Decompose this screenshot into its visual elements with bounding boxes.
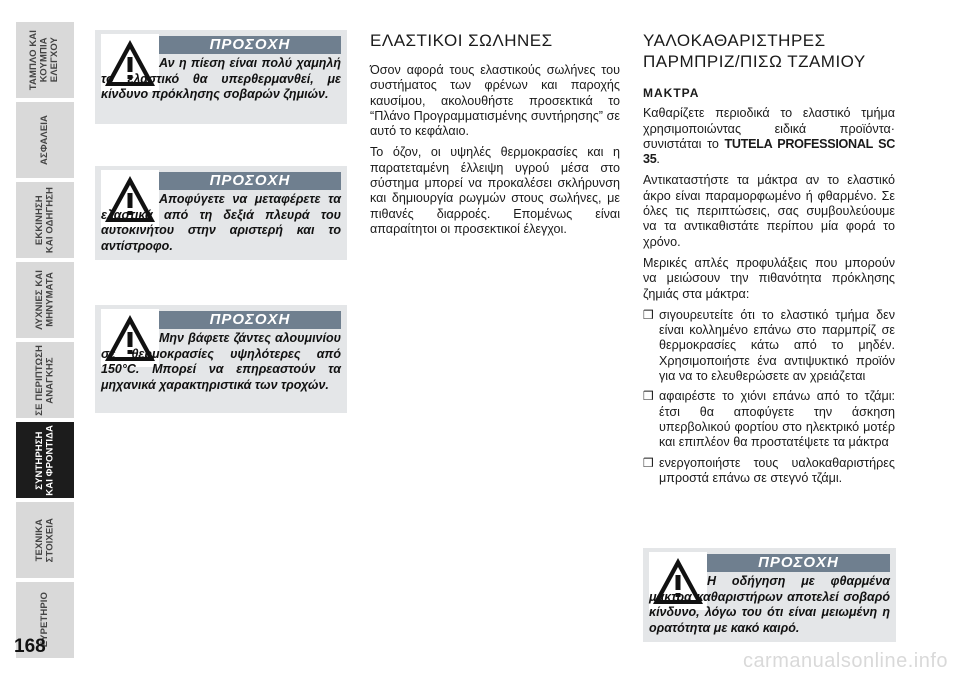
warning-box <box>95 30 347 124</box>
wipers-paragraph: Αντικαταστήστε τα μάκτρα αν το ελαστικό άκρο είναι παραμορφωμένο ή φθαρμένο. Σε όλες τις περιπτώσεις, σας συμβουλεύουμε να τα αντικαθιστάτε περίπου μία φορά το χρόνο. <box>643 173 895 249</box>
list-item-text: αφαιρέστε το χιόνι επάνω από το τζάμι: έτσι θα αποφύγετε την άσκηση υπερβολικού φορτίου στο ηλεκτρικό μοτέρ και επιπλέον θα προστατέψετε τα μάκτρα <box>659 389 895 450</box>
warning-box <box>95 305 347 413</box>
wipers-section <box>643 30 895 491</box>
wipers-subtitle: ΜΑΚΤΡΑ <box>643 86 700 100</box>
warning-text: Αν η πίεση είναι πολύ χαμηλή το ελαστικό θα υπερθερμανθεί, με κίνδυνο πρόκλησης σοβαρών ζημιών. <box>101 56 341 101</box>
tab-emergency[interactable] <box>16 342 74 418</box>
page-number: 168 <box>14 636 46 657</box>
watermark: carmanualsonline.info <box>742 650 948 672</box>
warning-heading: ΠΡΟΣΟΧΗ <box>159 172 341 190</box>
tab-label: ΣΕ ΠΕΡΙΠΤΩΣΗ ΑΝΑΓΚΗΣ <box>33 344 55 416</box>
warning-box <box>95 166 347 260</box>
tab-label: ΣΥΝΤΗΡΗΣΗ ΚΑΙ ΦΡΟΝΤΙΔΑ <box>33 424 55 496</box>
tab-label: ΛΥΧΝΙΕΣ ΚΑΙ ΜΗΝΥΜΑΤΑ <box>33 270 55 330</box>
list-item-text: σιγουρευτείτε ότι το ελαστικό τμήμα δεν είναι κολλημένο επάνω στο παρμπρίζ σε θερμοκρασίες κάτω από το μηδέν. Χρησιμοποιήστε ένα αντιψυκτικό προϊόν για να το ελευθερώσετε αν χρειάζεται <box>659 307 895 384</box>
wipers-p1-end: . <box>656 152 660 167</box>
tab-maintenance[interactable] <box>16 422 74 498</box>
tab-warning-lights[interactable] <box>16 262 74 338</box>
tab-dashboard[interactable] <box>16 22 74 98</box>
warning-heading: ΠΡΟΣΟΧΗ <box>707 554 890 572</box>
hoses-paragraph: Όσον αφορά τους ελαστικούς σωλήνες του συστήματος των φρένων και παροχής καυσίμου, ακολουθήστε προσεκτικά το “Πλάνο Προγραμματισμένης συντήρησης” σε αυτό το κεφάλαιο. <box>370 63 620 139</box>
tab-safety[interactable] <box>16 102 74 178</box>
checkbox-bullet-icon: ❒ <box>643 455 654 470</box>
wipers-paragraph <box>643 106 895 167</box>
warning-text: Η οδήγηση με φθαρμένα μάκτρα καθαριστήρων αποτελεί σοβαρό κίνδυνο, λόγω του ότι είναι μειωμένη η ορατότητα με κακό καιρό. <box>649 574 890 635</box>
list-item <box>643 389 895 450</box>
list-item <box>643 456 895 487</box>
list-item-text: ενεργοποιήστε τους υαλοκαθαριστήρες μπροστά επάνω σε στεγνό τζάμι. <box>659 455 895 485</box>
checkbox-bullet-icon: ❒ <box>643 389 654 404</box>
tab-starting-driving[interactable] <box>16 182 74 258</box>
hoses-paragraph: Το όζον, οι υψηλές θερμοκρασίες και η παρατεταμένη έλλειψη υγρού μέσα στο σύστημα μπορεί να προκαλέσει σκλήρυνση και δημιουργία ρωγμών στους σωλήνες, με πιθανές διαρροές. Επομένως είναι απαραίτητοι οι προσεκτικοί έλεγχοι. <box>370 145 620 236</box>
product-name: TUTELA PROFESSIONAL SC 35 <box>643 136 895 167</box>
tab-label: ΤΕΧΝΙΚΑ ΣΤΟΙΧΕΙΑ <box>33 517 55 563</box>
tab-technical-data[interactable] <box>16 502 74 578</box>
warning-box <box>643 548 896 642</box>
tab-label: ΑΣΦΑΛΕΙΑ <box>38 115 50 165</box>
warning-text: Μην βάφετε ζάντες αλουμινίου σε θερμοκρασίες υψηλότερες από 150°C. Μπορεί να επηρεαστούν τα μηχανικά χαρακτηριστικά των τροχών. <box>101 331 341 392</box>
tab-label: ΕΚΚΙΝΗΣΗ ΚΑΙ ΟΔΗΓΗΣΗ <box>33 186 55 254</box>
tab-label: ΤΑΜΠΛΟ ΚΑΙ ΚΟΥΜΠΙΑ ΕΛΕΓΧΟΥ <box>28 29 61 91</box>
wipers-title-line2: ΠΑΡΜΠΡΙΖ/ΠΙΣΩ ΤΖΑΜΙΟΥ <box>643 52 866 71</box>
hoses-title: ΕΛΑΣΤΙΚΟΙ ΣΩΛΗΝΕΣ <box>370 31 553 50</box>
tab-label: ΕΥΡΕΤΗΡΙΟ <box>38 592 50 648</box>
wipers-title-line1: ΥΑΛΟΚΑΘΑΡΙΣΤΗΡΕΣ <box>643 31 826 50</box>
warning-heading: ΠΡΟΣΟΧΗ <box>159 36 341 54</box>
warning-text: Αποφύγετε να μεταφέρετε τα ελαστικά από τη δεξιά πλευρά του αυτοκινήτου στην αριστερή και το αντίστροφο. <box>101 192 341 253</box>
warning-heading: ΠΡΟΣΟΧΗ <box>159 311 341 329</box>
list-item <box>643 308 895 384</box>
wipers-p1-text: Καθαρίζετε περιοδικά το ελαστικό τμήμα χρησιμοποιώντας ειδικά προϊόντα· συνιστάται το <box>643 106 895 151</box>
hoses-section <box>370 30 620 243</box>
checkbox-bullet-icon: ❒ <box>643 307 654 322</box>
wipers-title <box>643 30 895 72</box>
wipers-paragraph: Μερικές απλές προφυλάξεις που μπορούν να μειώσουν την πιθανότητα πρόκλησης ζημιάς στα μάκτρα: <box>643 255 895 301</box>
